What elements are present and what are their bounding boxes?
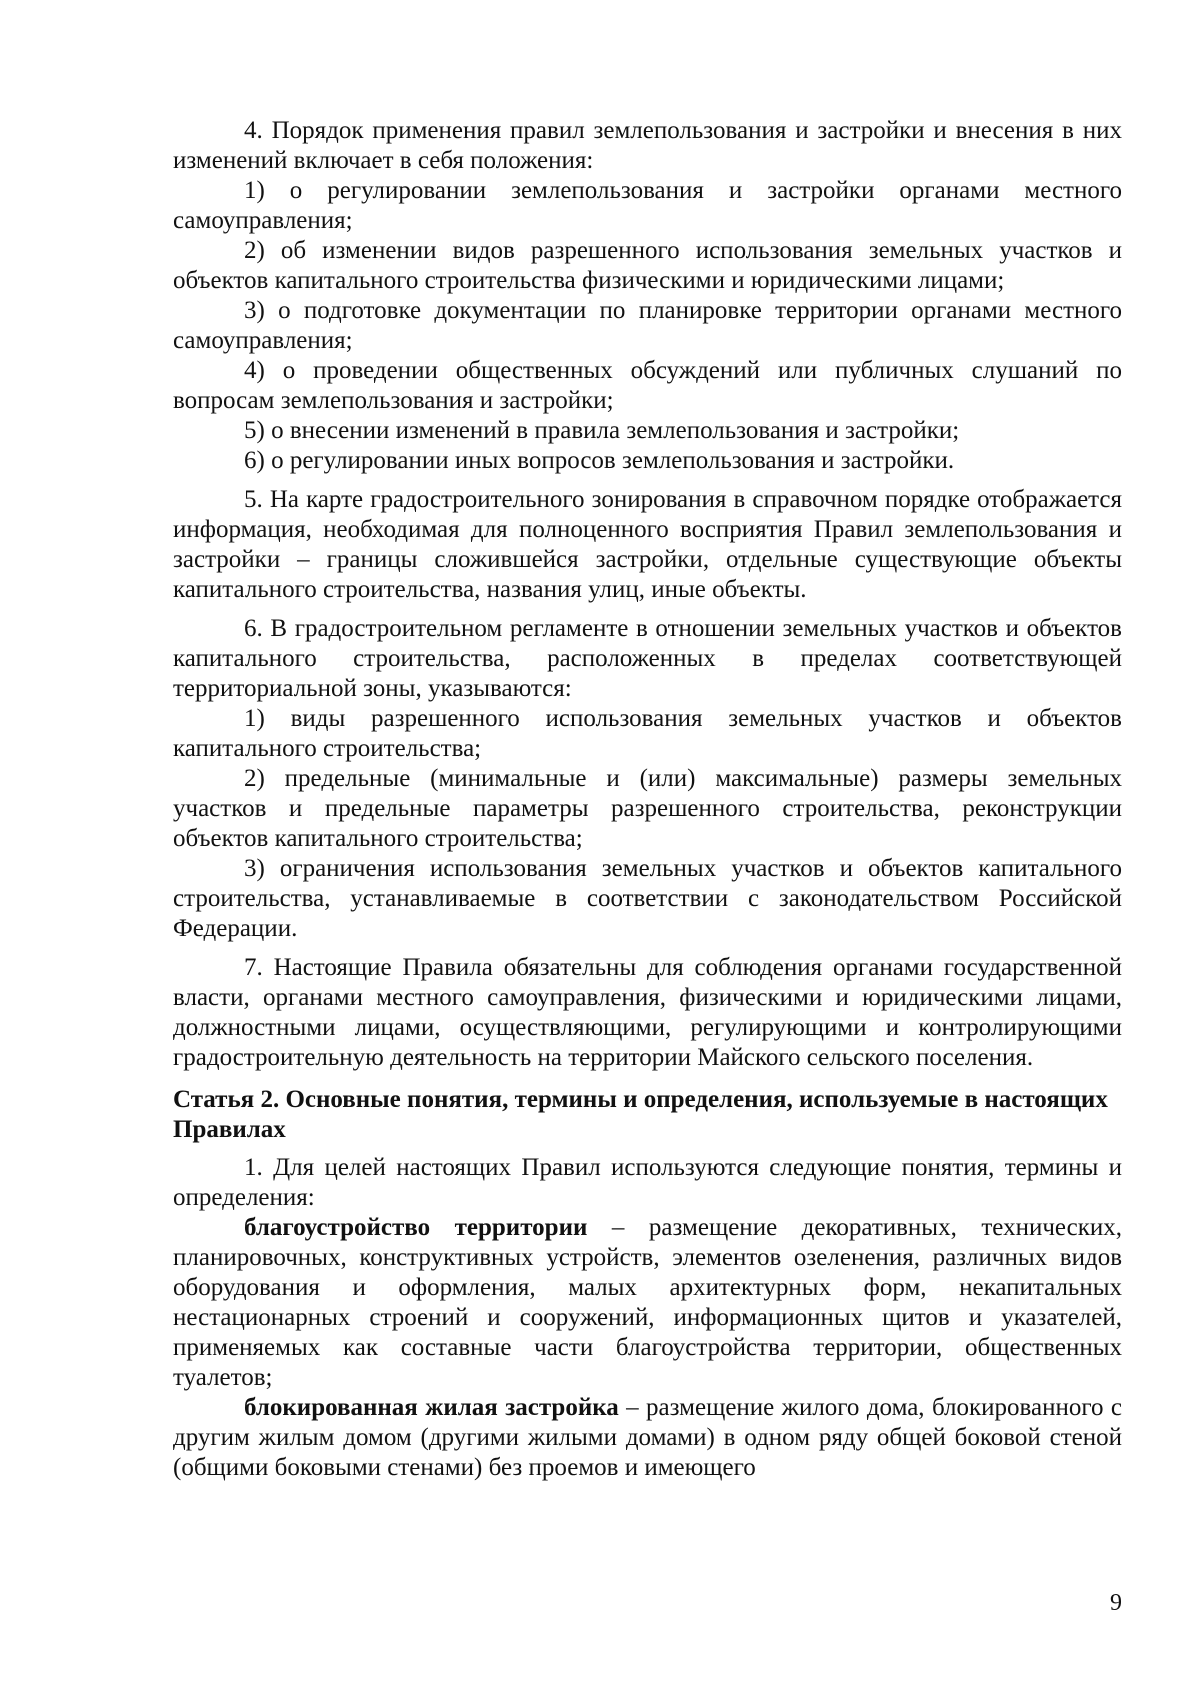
paragraph-7: 7. Настоящие Правила обязательны для соблюдения органами государственной власти, органами местного самоуправления, физическими и юридическими лицами, должностными лицами, осуществляющими, регулирующими и контролирующими градостроительную деятельность на территории Майского сельского поселения. [173,954,1122,1071]
paragraph-4: 4. Порядок применения правил землепользования и застройки и внесения в них изменений включает в себя положения: [173,117,1122,174]
list-item-4-3: 3) о подготовке документации по планировке территории органами местного самоуправления; [173,297,1122,354]
list-item-4-1: 1) о регулировании землепользования и застройки органами местного самоуправления; [173,177,1122,234]
definition-term: благоустройство территории [244,1214,588,1241]
list-item-4-2: 2) об изменении видов разрешенного использования земельных участков и объектов капитального строительства физическими и юридическими лицами; [173,237,1122,294]
list-item-6-3: 3) ограничения использования земельных участков и объектов капитального строительства, устанавливаемые в соответствии с законодательством Российской Федерации. [173,855,1122,942]
document-body [173,116,1122,1483]
page-number: 9 [1110,1590,1122,1616]
paragraph-5: 5. На карте градостроительного зонирования в справочном порядке отображается информация, необходимая для полноценного восприятия Правил землепользования и застройки – границы сложившейся застройки, отдельные существующие объекты капитального строительства, названия улиц, иные объекты. [173,486,1122,603]
definition-blocked-housing [173,1393,1122,1483]
definition-text: – размещение декоративных, технических, планировочных, конструктивных устройств, элементов озеленения, различных видов оборудования и оформления, малых архитектурных форм, некапитальных нестационарных строений и сооружений, информационных щитов и указателей, применяемых как составные части благоустройства территории, общественных туалетов; [173,1214,1122,1391]
definition-landscaping [173,1213,1122,1393]
list-item-6-2: 2) предельные (минимальные и (или) максимальные) размеры земельных участков и предельные параметры разрешенного строительства, реконструкции объектов капитального строительства; [173,765,1122,852]
list-item-4-5: 5) о внесении изменений в правила землепользования и застройки; [244,417,960,444]
list-item-6-1: 1) виды разрешенного использования земельных участков и объектов капитального строительства; [173,705,1122,762]
list-item-4-4: 4) о проведении общественных обсуждений или публичных слушаний по вопросам землепользования и застройки; [173,357,1122,414]
paragraph-article-2-1: 1. Для целей настоящих Правил используются следующие понятия, термины и определения: [173,1154,1122,1211]
article-heading: Статья 2. Основные понятия, термины и определения, используемые в настоящих Правилах [173,1086,1108,1143]
list-item-4-6: 6) о регулировании иных вопросов землепользования и застройки. [244,447,955,474]
definition-term: блокированная жилая застройка [244,1394,619,1421]
paragraph-6: 6. В градостроительном регламенте в отношении земельных участков и объектов капитального строительства, расположенных в пределах соответствующей территориальной зоны, указываются: [173,615,1122,702]
definition-text: – размещение жилого дома, блокированного с другим жилым домом (другими жилыми домами) в одном ряду общей боковой стеной (общими боковыми стенами) без проемов и имеющего [173,1394,1122,1481]
